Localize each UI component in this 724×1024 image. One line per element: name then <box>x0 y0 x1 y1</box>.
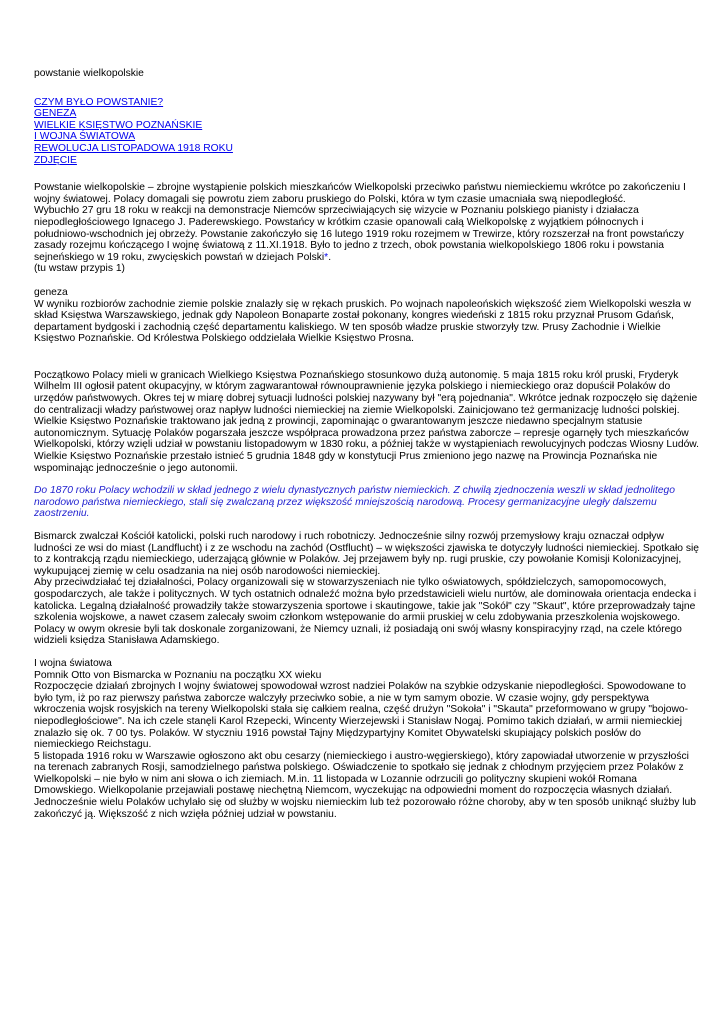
toc-link-geneza[interactable]: GENEZA <box>34 108 77 120</box>
toc-link-czym-bylo-powstanie[interactable]: CZYM BYŁO POWSTANIE? <box>34 96 164 108</box>
toc-link-zdjecie[interactable]: ZDJĘCIE <box>34 154 77 166</box>
geneza-paragraph: W wyniku rozbiorów zachodnie ziemie polskie znalazły się w rękach pruskich. Po wojnach napoleońskich większość ziem Wielkopolski weszła w skład Księstwa Warszawskiego, jednak gdy Napoleon Bonaparte został pokonany, kongres wiedeński z 1815 roku przyznał Prusom Gdańsk, departament bydgoski i zachodnią część departamentu kaliskiego. W ten sposób władze pruskie stworzyły tzw. Prusy Zachodnie i Wielkie Księstwo Poznańskie. Od Królestwa Polskiego oddzielała Wielkie Księstwo Prosna. <box>34 298 691 345</box>
wojna-heading: I wojna światowa <box>34 657 112 669</box>
toc-link-i-wojna-swiatowa[interactable]: I WOJNA ŚWIATOWA <box>34 131 136 143</box>
toc-link-wielkie-ksiestwo[interactable]: WIELKIE KSIĘSTWO POZNAŃSKIE <box>34 119 203 131</box>
intro-paragraph-1: Powstanie wielkopolskie – zbrojne wystąpienie polskich mieszkańców Wielkopolski przeciwko państwu niemieckiemu wkrótce po zakończeniu I wojny światowej. Polacy domagali się powrotu ziem zaboru pruskiego do Polski, która w tym czasie umacniała swą niepodległość. <box>34 182 686 205</box>
footnote-link[interactable]: * <box>324 251 329 263</box>
ksiestwo-paragraph-2: Bismarck zwalczał Kościół katolicki, polski ruch narodowy i ruch robotniczy. Jednocześnie silny rozwój przemysłowy kraju oznaczał odpływ ludności ze wsi do miast (Landflucht) i z ze wschodu na zachód (Ostflucht) – w większości zjawiska te dotyczyły ludności niemieckiej. Spotkało się to z kontrakcją rządu niemieckiego, uderzającą głównie w Polaków. Jej przejawem były np. rugi pruskie, czy powołanie Komisji Kolonizacyjnej, wykupującej ziemię w celu osadzania na niej osób narodowości niemieckiej. <box>34 531 700 577</box>
intro-paragraph-2-end: . <box>328 251 332 263</box>
ksiestwo-italic-paragraph: Do 1870 roku Polacy wchodzili w skład jednego z wielu dynastycznych państw niemieckich. Z chwilą zjednoczenia weszli w skład jednolitego narodowo państwa niemieckiego, stali się zwalczaną przez większość mniejszością narodową. Procesy germanizacyjne uległy dalszemu zaostrzeniu. <box>34 485 676 520</box>
table-of-contents <box>34 97 700 167</box>
intro-paragraph-2-text: Wybuchło 27 gru 18 roku w reakcji na demonstracje Niemców sprzeciwiających się wizycie w Poznaniu polskiego pianisty i działacza niepodległościowego Ignacego J. Paderewskiego. Powstańcy w krótkim czasie opanowali całą Wielkopolskę z wyjątkiem północnych i południowo-wschodnich jej obrzeży. Powstanie zakończyło się 16 lutego 1919 roku rozejmem w Trewirze, który rozszerzał na front powstańczy zasady rozejmu kończącego I wojnę światową z 11.XI.1918. Było to jedno z trzech, obok powstania wielkopolskiego 1806 roku i powstania sejneńskiego w 19 roku, zwycięskich powstań w dziejach Polski <box>34 205 684 263</box>
wojna-image-caption: Pomnik Otto von Bismarcka w Poznaniu na początku XX wieku <box>34 669 322 681</box>
document-page <box>34 68 700 820</box>
wojna-paragraph-1: Rozpoczęcie działań zbrojnych I wojny światowej spowodował wzrost nadziei Polaków na szybkie odzyskanie niepodległości. Spowodowane to było tym, iż po raz pierwszy państwa zaborcze walczyły przeciwko sobie, a nie w tym samym obozie. W czasie wojny, gdy perspektywa wkroczenia wojsk rosyjskich na tereny Wielkopolski stała się całkiem realna, część drużyn "Sokoła" i "Skauta" przeformowano w grupy "bojowo-niepodległościowe". Na ich czele stanęli Karol Rzepecki, Wincenty Wierzejewski i Stanisław Nogaj. Pomimo takich działań, w armii niemieckiej znalazło się ok. 7 00 tys. Polaków. W styczniu 1916 powstał Tajny Międzypartyjny Komitet Obywatelski skupiający polskich posłów do niemieckiego Reichstagu. <box>34 681 689 751</box>
ksiestwo-paragraph-3: Aby przeciwdziałać tej działalności, Polacy organizowali się w stowarzyszeniach nie tylko oświatowych, spółdzielczych, samopomocowych, gospodarczych, ale także i politycznych. W tych ostatnich odnaleźć można było przedstawicieli wielu nurtów, ale dominowała orientacja endecka i katolicka. Legalną działalność prowadziły także stowarzyszenia sportowe i skautingowe, takie jak "Sokół" czy "Skaut", które przeprowadzały tajne szkolenia wojskowe, a nawet czasem zalecały swoim członkom wstępowanie do armii pruskiej w celu zdobywania przeszkolenia wojskowego. Polacy w owym okresie byli tak doskonale zorganizowani, że Niemcy uznali, iż posiadają oni swój własny konspiracyjny rząd, na czele którego widzieli księdza Stanisława Adamskiego. <box>34 577 697 647</box>
ksiestwo-paragraph-1: Początkowo Polacy mieli w granicach Wielkiego Księstwa Poznańskiego stosunkowo dużą autonomię. 5 maja 1815 roku król pruski, Fryderyk Wilhelm III ogłosił patent okupacyjny, w którym zagwarantował równouprawnienie języka polskiego i niemieckiego oraz dopuścił Polaków do urzędów państwowych. Okres tej w miarę dobrej sytuacji ludności polskiej nazywany był "erą pojednania". Wkrótce jednak rozpoczęło się dążenie do centralizacji władzy państwowej oraz napływ ludności niemieckiej na ziemie Wielkopolski. Zainicjowano też germanizację ludności polskiej. Wielkie Księstwo Poznańskie traktowano jak jedną z prowincji, zapominając o gwarantowanym jeszcze niedawno specjalnym statusie autonomicznym. Sytuację Polaków pogarszała jeszcze współpraca prowadzona przez państwa zaborcze – represje ogarnęły tych mieszkańców Wielkopolski, którzy wzięli udział w powstaniu listopadowym w 1830 roku, a później także w wystąpieniach rewolucyjnych podczas Wiosny Ludów. Wielkie Księstwo Poznańskie przestało istnieć 5 grudnia 1848 gdy w konstytucji Prus zmieniono jego nazwę na Prowincja Poznańska nie wspominając jednocześnie o jego autonomii. <box>34 369 700 474</box>
document-title: powstanie wielkopolskie <box>34 68 144 79</box>
geneza-heading: geneza <box>34 286 68 298</box>
intro-paragraph-2 <box>34 205 700 263</box>
toc-link-rewolucja-listopadowa[interactable]: REWOLUCJA LISTOPADOWA 1918 ROKU <box>34 142 233 154</box>
wojna-paragraph-2: 5 listopada 1916 roku w Warszawie ogłoszono akt obu cesarzy (niemieckiego i austro-węgierskiego), który zapowiadał utworzenie w przyszłości na terenach zabranych Rosji, samodzielnego państwa polskiego. Oświadczenie to spotkało się jednak z chłodnym przyjęciem przez Polaków z Wielkopolski – nie było w nim ani słowa o ich ziemiach. M.in. 11 listopada w Lozannie odrzucili go polityczny skupieni wokół Romana Dmowskiego. Wielkopolanie przejawiali postawę niechętną Niemcom, wyczekując na odpowiedni moment do rozpoczęcia własnych działań. Jednocześnie wielu Polaków uchylało się od służby w wojsku niemieckim lub też pozorowało różne choroby, aby w ten sposób uniknąć służby lub zakończyć ją. Większość z nich wzięła później udział w powstaniu. <box>34 750 697 820</box>
footnote-placeholder: (tu wstaw przypis 1) <box>34 263 125 275</box>
